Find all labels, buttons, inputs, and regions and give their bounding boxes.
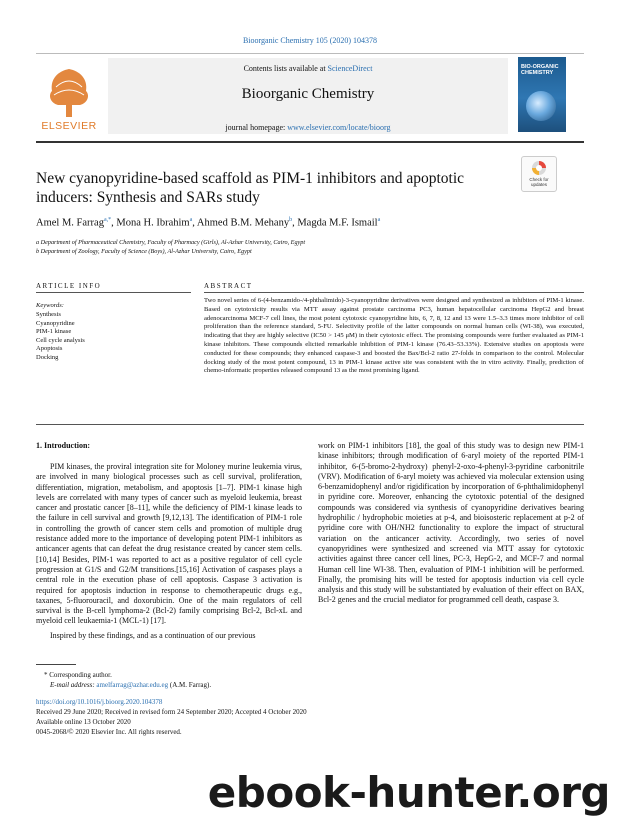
contents-line [108, 64, 508, 73]
author-name[interactable]: Amel M. Farrag [36, 217, 104, 229]
footnote-rule [36, 664, 76, 665]
copyright: 0045-2068/© 2020 Elsevier Inc. All rights reserved. [36, 728, 182, 736]
email-note [50, 681, 211, 689]
cover-art [526, 91, 556, 121]
elsevier-tree-logo-icon [38, 57, 100, 127]
keywords-label: Keywords: [36, 302, 64, 309]
homepage-link[interactable]: www.elsevier.com/locate/bioorg [287, 123, 391, 132]
doi-link[interactable]: https://doi.org/10.1016/j.bioorg.2020.104378 [36, 698, 163, 706]
watermark-text: ebook-hunter.org [207, 768, 610, 817]
journal-reference[interactable]: Bioorganic Chemistry 105 (2020) 104378 [242, 36, 378, 45]
check-for-updates-badge[interactable] [521, 156, 557, 192]
available-online: Available online 13 October 2020 [36, 718, 131, 726]
keyword-item: Synthesis [36, 311, 61, 318]
email-suffix: (A.M. Farrag). [168, 681, 212, 689]
corresponding-author-note: * Corresponding author. [44, 671, 112, 679]
email-label: E-mail address: [50, 681, 97, 689]
author-name[interactable]: Ahmed B.M. Mehany [196, 217, 290, 229]
author-sup[interactable]: a,* [103, 217, 112, 223]
intro-left-column-p2: Inspired by these findings, and as a continuation of our previous [50, 631, 256, 640]
author-name[interactable]: Mona H. Ibrahim [116, 217, 190, 229]
abstract-rule [204, 292, 584, 293]
article-title: New cyanopyridine-based scaffold as PIM-1 inhibitors and apoptotic inducers: Synthesis and SARs study [36, 170, 465, 206]
author-name[interactable]: Magda M.F. Ismail [297, 217, 378, 229]
keyword-item: Docking [36, 353, 59, 361]
keywords-list [36, 311, 186, 363]
intro-left-column: PIM kinases, the proviral integration site for Moloney murine leukemia virus, are involved in many biological processes such as cell survival, proliferation, differentiation, migration, metabolism, and apoptosis [1–7]. PIM-1 kinase high levels are correlated with many types of cancer such as myeloid leukemia, breast cancer and prostatic cancer [8–11], while the deficiency of PIM-1 kinase leads to the failure in cell survival and growth [9,12,13]. The identification of PIM-1 role in controlling the growth of cancer stem cells and promotion of multiple drug resistance added more to the importance of developing potent PIM-1 inhibitors as anticancer agents that can defeat the drug resistance created by cancer stem cells.[10,14] Besides, PIM-1 was reported to act as a positive regulator of cell cycle progression at G1/S and G2/M transitions.[15,16] Activation of caspases plays a central role in the execution phase of cell apoptosis. Caspase 3 activation is required for apoptosis induction in response to chemotherapeutic drugs e.g., taxanes, 5-fluorouracil, and doxorubicin. One of the main regulators of cell survival is the B-cell lymphoma-2 (Bcl-2) family comprising Bcl-2, Bcl-xL and myeloid cell leukaemia-1 (MCL-1) [17]. [36, 462, 302, 626]
journal-cover-image [518, 57, 566, 132]
author-sup[interactable]: b [289, 217, 293, 223]
author-sup[interactable]: a [189, 217, 193, 223]
check-updates-icon [531, 160, 547, 176]
homepage-line [108, 123, 508, 132]
contents-prefix: Contents lists available at [243, 64, 328, 73]
header-bottom-rule [36, 141, 584, 143]
keyword-item: Cyanopyridine [36, 319, 75, 327]
introduction-heading: 1. Introduction: [36, 441, 91, 450]
affiliation-b: b Department of Zoology, Faculty of Science (Boys), Al-Azhar University, Cairo, Egypt [36, 248, 252, 255]
article-info-rule [36, 292, 191, 293]
cover-title: BIO-ORGANIC CHEMISTRY [521, 64, 559, 77]
affiliation-a: a Department of Pharmaceutical Chemistry, Faculty of Pharmacy (Girls), Al-Azhar University, Cairo, Egypt [36, 239, 306, 246]
sciencedirect-link[interactable]: ScienceDirect [327, 64, 373, 73]
keyword-item: PIM-1 kinase [36, 328, 72, 336]
author-sep: , [192, 217, 197, 229]
keyword-item: Apoptosis [36, 345, 63, 353]
intro-right-column: work on PIM-1 inhibitors [18], the goal of this study was to design new PIM-1 kinase inhibitors; through modification of 6-aryl moiety of the reported PIM-1 inhibitor, 6-(5-bromo-2-hydroxy) phenyl-2-oxo-4-phenyl-3-pyridine carbonitrile (VRV). Modification of 6-aryl moiety was achieved via molecular extension using 6-benzamidophenyl and/or rigidification by incorporation of 6-phthalimidophenyl in pyridine core. Moreover, enhancing the cytotoxic potential of the designed compounds was considered via synthesis of cyanopyridine derivatives bearing hydrophilic / hydrophobic moieties at p-4, and bioisosteric replacement at p-2 of pyridine core with OH/NH2 functionality to explore the impact of structural variation on the anticancer activity. Accordingly, two series of novel cyanopyridines were synthesized and screened via MTT assay for cytotoxic activities against three cancer cell lines, PC-3, HepG-2, and MCF-7 and normal Human cell line WI-38. Then, evaluation of PIM-1 inhibition will be performed. Finally, the promising hits will be tested for apoptosis induction via cell cycle analysis and this study will be substantiated by evaluation of their effect on BAX, Bcl-2 genes and the crucial mediator for programmed cell death, caspase 3. [318, 441, 584, 605]
keyword-item: Cell cycle analysis [36, 336, 85, 344]
header-top-rule [36, 53, 584, 54]
homepage-prefix: journal homepage: [225, 123, 288, 132]
abstract-heading: ABSTRACT [204, 282, 253, 290]
author-sup[interactable]: a [377, 217, 381, 223]
elsevier-wordmark: ELSEVIER [41, 120, 97, 132]
abstract-bottom-rule [36, 424, 584, 425]
journal-name: Bioorganic Chemistry [241, 86, 375, 102]
author-sep: , [292, 217, 298, 229]
received-dates: Received 29 June 2020; Received in revised form 24 September 2020; Accepted 4 October 2020 [36, 708, 307, 716]
author-sep: , [111, 217, 117, 229]
email-link[interactable]: amelfarrag@azhar.edu.eg [96, 681, 169, 689]
abstract-text: Two novel series of 6-(4-benzamido-/4-phthalimido)-3-cyanopyridine derivatives were designed and synthesized as inhibitors of PIM-1 kinase. Based on cytotoxicity results via MTT assay against prostate carcinoma PC3, human hepatocellular carcinoma HepG2 and breast adenocarcinoma MCF-7 cell lines, the most potent cytotoxic cyanopyridine hits, 6, 7, 8, 12 and 13 were 1.5–3.3 times more inhibitor of cell proliferation than the reference standard, 5-FU. Selectivity profile of the latter compounds on normal human cells (WI-38), was executed, indicating that they are highly selective (IC50 > 145 μM) in their cytotoxic effect. The promising compounds were further evaluated as PIM-1 kinase inhibitors. These compounds elicited remarkable inhibition of PIM-1 kinase (76.43–53.33%). Extensive studies on apoptosis were conducted for these compounds; they enhanced caspase-3 and boosted the Bax/Bcl-2 ratio 27-folds in comparison to the control. Molecular docking study of the most potent compound, 13 in PIM-1 kinase active site was consistent with the in vitro activity. Finally, prediction of chemo-informatic properties released compound 13 as the most promising ligand. [204, 297, 584, 375]
check-updates-label: Check for updates [529, 177, 549, 187]
author-list [36, 217, 536, 229]
article-info-heading: ARTICLE INFO [36, 282, 102, 290]
